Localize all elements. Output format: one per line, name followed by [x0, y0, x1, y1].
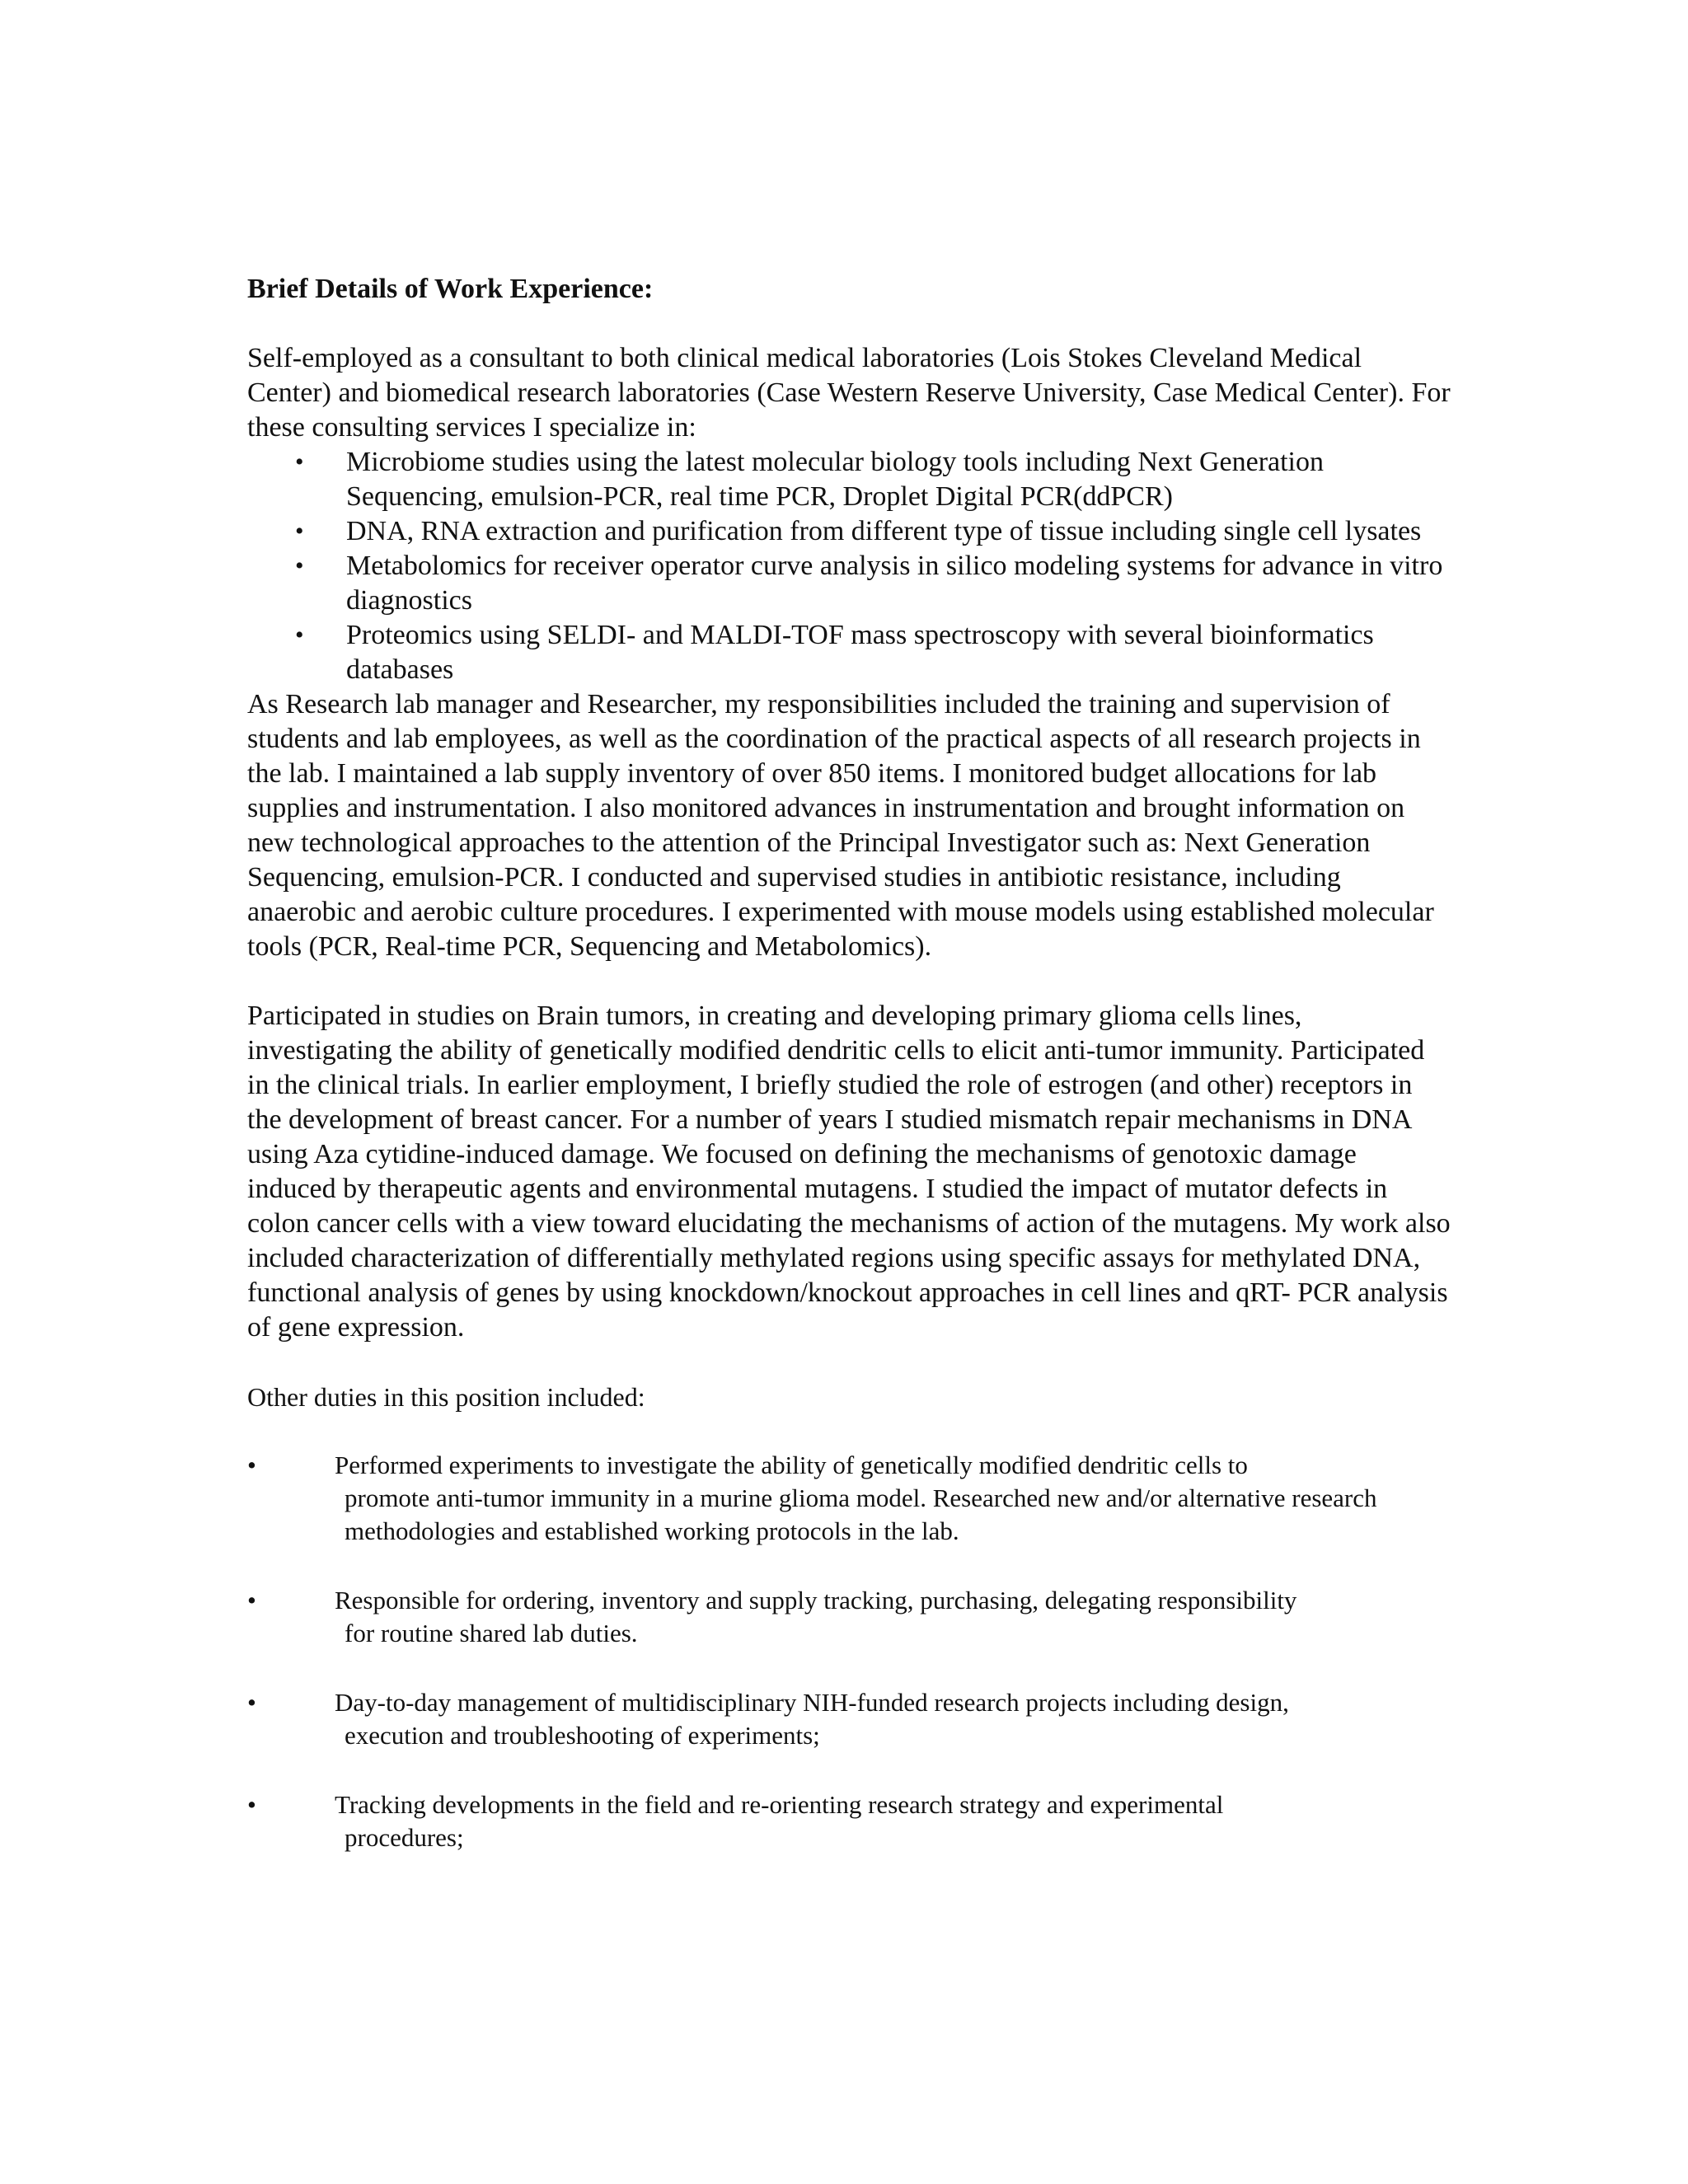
- specialty-item: [247, 618, 1451, 687]
- specialty-text: DNA, RNA extraction and purification from different type of tissue including single cell lysates: [346, 516, 1422, 546]
- specialty-text: Microbiome studies using the latest molecular biology tools including Next Generation Sequencing, emulsion-PCR, real time PCR, Droplet Digital PCR(ddPCR): [346, 447, 1324, 512]
- duty-rest: procedures;: [345, 1823, 464, 1852]
- duty-item: [247, 1788, 1451, 1854]
- bullet-icon: •: [295, 552, 304, 579]
- specialty-item: [247, 549, 1451, 618]
- duty-rest: execution and troubleshooting of experiments;: [345, 1721, 820, 1750]
- duty-item: [247, 1686, 1451, 1752]
- specialties-list: [247, 445, 1451, 687]
- duty-rest: for routine shared lab duties.: [345, 1619, 638, 1647]
- duty-first-line: Responsible for ordering, inventory and supply tracking, purchasing, delegating responsibility: [335, 1586, 1297, 1615]
- duty-item: [247, 1584, 1451, 1650]
- bullet-icon: •: [295, 621, 304, 649]
- duty-first-line: Day-to-day management of multidisciplinary NIH-funded research projects including design,: [335, 1688, 1289, 1717]
- duty-item: [247, 1449, 1451, 1548]
- responsibilities-paragraph: As Research lab manager and Researcher, my responsibilities included the training and supervision of students and lab employees, as well as the coordination of the practical aspects of all research projects in the lab. I maintained a lab supply inventory of over 850 items. I monitored budget allocations for lab supplies and instrumentation. I also monitored advances in instrumentation and brought information on new technological approaches to the attention of the Principal Investigator such as: Next Generation Sequencing, emulsion-PCR. I conducted and supervised studies in antibiotic resistance, including anaerobic and aerobic culture procedures. I experimented with mouse models using established molecular tools (PCR, Real-time PCR, Sequencing and Metabolomics).: [247, 689, 1434, 962]
- bullet-icon: •: [247, 1586, 256, 1615]
- duty-first-line: Tracking developments in the field and re-orienting research strategy and experimental: [335, 1790, 1224, 1819]
- bullet-icon: •: [295, 518, 304, 545]
- specialty-item: [247, 514, 1451, 549]
- other-duties-label: Other duties in this position included:: [247, 1382, 645, 1412]
- specialty-item: [247, 445, 1451, 514]
- specialty-text: Metabolomics for receiver operator curve analysis in silico modeling systems for advance in vitro diagnostics: [346, 551, 1443, 616]
- intro-paragraph: Self-employed as a consultant to both clinical medical laboratories (Lois Stokes Cleveland Medical Center) and biomedical research laboratories (Case Western Reserve University, Case Medical Center). For these consulting services I specialize in:: [247, 343, 1451, 443]
- section-heading: Brief Details of Work Experience:: [247, 274, 654, 304]
- bullet-icon: •: [295, 448, 304, 476]
- document-body: [247, 272, 1451, 1891]
- bullet-icon: •: [247, 1790, 256, 1819]
- bullet-icon: •: [247, 1688, 256, 1717]
- duties-list: [247, 1449, 1451, 1854]
- research-paragraph: Participated in studies on Brain tumors, in creating and developing primary glioma cells lines, investigating the ability of genetically modified dendritic cells to elicit anti-tumor immunity. Participated in the clinical trials. In earlier employment, I briefly studied the role of estrogen (and other) receptors in the development of breast cancer. For a number of years I studied mismatch repair mechanisms in DNA using Aza cytidine-induced damage. We focused on defining the mechanisms of genotoxic damage induced by therapeutic agents and environmental mutagens. I studied the impact of mutator defects in colon cancer cells with a view toward elucidating the mechanisms of action of the mutagens. My work also included characterization of differentially methylated regions using specific assays for methylated DNA, functional analysis of genes by using knockdown/knockout approaches in cell lines and qRT- PCR analysis of gene expression.: [247, 1001, 1451, 1343]
- duty-first-line: Performed experiments to investigate the ability of genetically modified dendritic cells to: [335, 1451, 1248, 1479]
- duty-rest: promote anti-tumor immunity in a murine glioma model. Researched new and/or alternative research methodologies and established working protocols in the lab.: [345, 1483, 1377, 1545]
- bullet-icon: •: [247, 1451, 256, 1479]
- specialty-text: Proteomics using SELDI- and MALDI-TOF mass spectroscopy with several bioinformatics databases: [346, 620, 1374, 685]
